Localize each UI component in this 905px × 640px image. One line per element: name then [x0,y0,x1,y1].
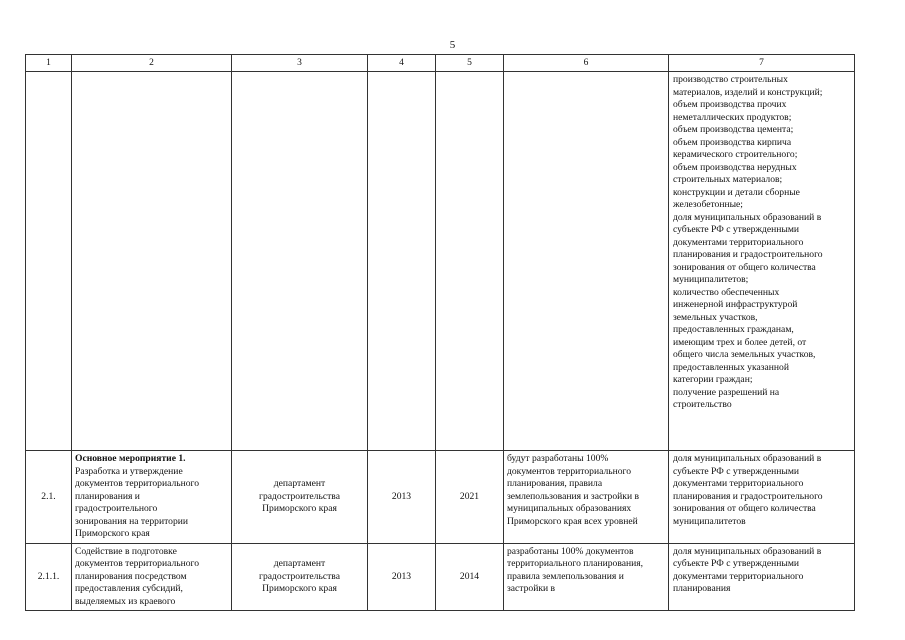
column-header: 7 [669,55,855,72]
row-number-cell [26,72,72,451]
table-row [26,543,855,611]
measure-title: Основное мероприятие 1. [75,453,186,464]
end-year-cell [436,72,504,451]
end-year-cell: 2014 [436,543,504,611]
table-header-row [26,55,855,72]
table-row [26,451,855,544]
indicators-cell [669,543,855,611]
measure-description: Разработка и утверждение документов территориального планирования и градостроительного зонирования на территории Приморского края [75,465,200,539]
column-header: 3 [232,55,368,72]
indicators-text: доля муниципальных образований в субъекте РФ с утвержденными документами территориального планирования [673,545,822,594]
result-cell [504,543,669,611]
column-header: 4 [368,55,436,72]
responsible-cell [232,543,368,611]
expected-result: разработаны 100% документов территориального планирования, правила землепользования и застройки в [507,545,644,594]
result-cell [504,72,669,451]
start-year-cell: 2013 [368,543,436,611]
responsible-executor: департамент градостроительства Приморского края [259,478,340,514]
indicators-cell [669,72,855,451]
column-header: 1 [26,55,72,72]
row-number-cell: 2.1.1. [26,543,72,611]
table-row [26,72,855,451]
start-year-cell [368,72,436,451]
column-header: 6 [504,55,669,72]
responsible-cell [232,451,368,544]
page-number: 5 [449,39,456,51]
responsible-cell [232,72,368,451]
measures-table [25,54,855,611]
column-header: 2 [72,55,232,72]
indicators-cell [669,451,855,544]
indicators-text: производство строительных материалов, изделий и конструкций; объем производства прочих неметаллических продуктов; объем производства цемента; объем производства кирпича керамического строительного; объем производства нерудных строительных материалов; конструкции и детали сборные железобетонные; доля муниципальных образований в субъекте РФ с утвержденными документами территориального планирования и градостроительного зонирования от общего количества муниципалитетов; количество обеспеченных инженерной инфраструктурой земельных участков, предоставленных гражданам, имеющим трех и более детей, от общего числа земельных участков, предоставленных указанной категории граждан; получение разрешений на строительство [673,74,823,410]
measure-name-cell [72,543,232,611]
measure-name-cell [72,72,232,451]
end-year-cell: 2021 [436,451,504,544]
measure-name-cell [72,451,232,544]
indicators-text: доля муниципальных образований в субъекте РФ с утвержденными документами территориального планирования и градостроительного зонирования от общего количества муниципалитетов [673,453,823,527]
expected-result: будут разработаны 100% документов территориального планирования, правила землепользования и застройки в муниципальных образованиях Приморского края всех уровней [507,453,640,527]
responsible-executor: департамент градостроительства Приморского края [259,558,340,594]
start-year-cell: 2013 [368,451,436,544]
column-header: 5 [436,55,504,72]
result-cell [504,451,669,544]
measure-description: Содействие в подготовке документов территориального планирования посредством предоставления субсидий, выделяемых из краевого [75,545,200,607]
row-number-cell: 2.1. [26,451,72,544]
